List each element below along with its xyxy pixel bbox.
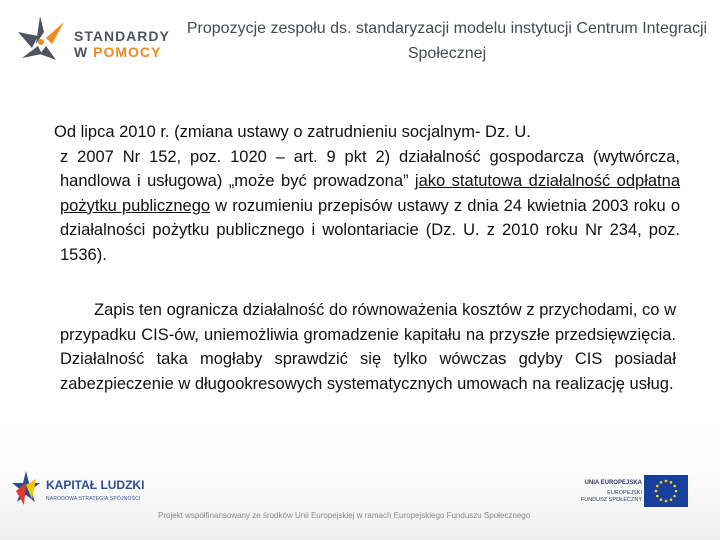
- paragraph-assessment: Zapis ten ogranicza działalność do równoważenia kosztów z przychodami, co w przypadku CIS-ów, uniemożliwia gromadzenie kapitału na przyszłe przedsięwzięcia. Działalność taka mogłaby sprawdzić się tylko wówczas gdyby CIS posiadał zabezpieczenie w długookresowych systematycznych umowach na realizację usług.: [60, 301, 676, 393]
- standardy-logo: [12, 10, 182, 70]
- logo-text-w: W: [74, 44, 89, 60]
- kapital-ludzki-subtitle: NARODOWA STRATEGIA SPÓJNOŚCI: [46, 496, 141, 502]
- eu-star: [660, 481, 663, 484]
- eu-star: [670, 498, 673, 501]
- esf-label-line1: EUROPEJSKI: [607, 490, 642, 496]
- paragraph-text-end: w rozumieniu przepisów ustawy z dnia 24 kwietnia 2003 roku o działalności pożytku publicznego i wolontariacie (Dz. U. z 2010 roku Nr 234, poz. 1536).: [60, 196, 681, 264]
- standardy-star-logo-icon: [12, 10, 72, 70]
- kapital-ludzki-logo: [10, 469, 160, 519]
- eu-star: [656, 495, 659, 498]
- eu-star: [655, 490, 658, 493]
- paragraph-first-line: Od lipca 2010 r. (zmiana ustawy o zatrudnieniu socjalnym- Dz. U.: [54, 123, 531, 141]
- eu-star: [673, 495, 676, 498]
- eu-logo: [560, 475, 710, 515]
- eu-star: [670, 481, 673, 484]
- eu-label: UNIA EUROPEJSKA: [584, 480, 642, 486]
- paragraph-continuation: [40, 145, 680, 268]
- logo-text-w-pomocy: [74, 44, 161, 60]
- paragraph-text: z 2007 Nr 152, poz. 1020 – art. 9 pkt 2) działalność gospodarcza (wytwórcza, handlowa i usługowa) „może być prowadzona”: [60, 147, 680, 190]
- footer: [0, 455, 720, 540]
- eu-star: [656, 485, 659, 488]
- logo-text-standardy: STANDARDY: [74, 28, 170, 44]
- paragraph-legal-basis: [40, 120, 680, 267]
- eu-star: [665, 500, 668, 503]
- page-title: Propozycje zespołu ds. standaryzacji modelu instytucji Centrum Integracji Społecznej: [186, 20, 708, 62]
- kapital-ludzki-title: KAPITAŁ LUDZKI: [46, 478, 145, 492]
- eu-star: [660, 498, 663, 501]
- eu-flag-icon: [644, 475, 688, 507]
- eu-star: [673, 485, 676, 488]
- logo-text-pomocy: POMOCY: [93, 44, 162, 60]
- esf-label-line2: FUNDUSZ SPOŁECZNY: [580, 497, 642, 503]
- cofinancing-note: Projekt współfinansowany ze środków Unii Europejskiej w ramach Europejskiego Funduszu Społecznego: [158, 511, 531, 520]
- eu-star: [675, 490, 678, 493]
- underlined-phrase: jako statutowa działalność odpłatna pożytku publicznego: [60, 172, 680, 215]
- eu-star: [665, 480, 668, 483]
- kapital-ludzki-logo-icon: [10, 469, 42, 513]
